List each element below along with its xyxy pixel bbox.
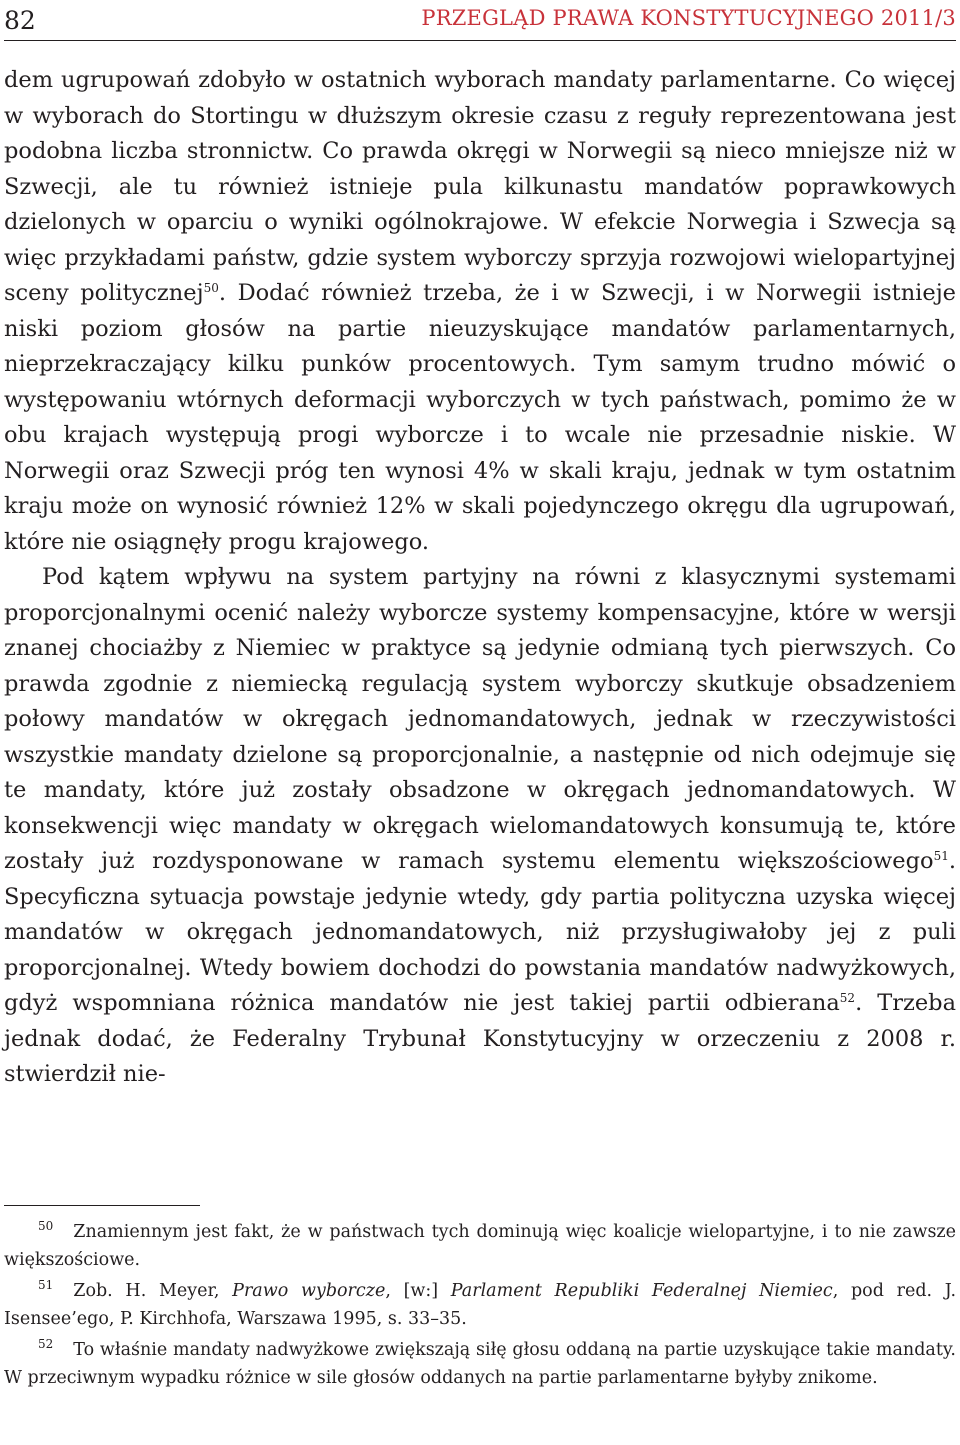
footnote-number: 52	[38, 1337, 54, 1351]
page-header	[4, 0, 956, 41]
footnote-number: 50	[38, 1219, 54, 1233]
footnote-cited-title: Prawo wyborcze	[232, 1281, 386, 1301]
footnote-ref-50: 50	[203, 281, 219, 295]
paragraph-2-text-c: . Trzeba jednak dodać, że Federalny Trybunał Konstytucyjny w orzeczeniu z 2008 r. stwierdził nie-	[4, 990, 956, 1087]
footnote-52	[4, 1337, 956, 1392]
paragraph-2	[4, 560, 956, 1093]
running-head: PRZEGLĄD PRAWA KONSTYTUCYJNEGO 2011/3	[421, 6, 956, 30]
footnote-text: Znamiennym jest fakt, że w państwach tych dominują więc koalicje wielopartyjne, i to nie zawsze większościowe.	[4, 1222, 956, 1270]
footnote-text-post: , pod red. J. Isensee’ego, P. Kirchhofa, Warszawa 1995, s. 33–35.	[4, 1281, 957, 1329]
paragraph-1-text-b: . Dodać również trzeba, że i w Szwecji, i w Norwegii istnieje niski poziom głosów na partie nieuzyskujące mandatów parlamentarnych, nieprzekraczający kilku punków procentowych. Tym samym trudno mówić o występowaniu wtórnych deformacji wyborczych w tych państwach, pomimo że w obu krajach występują progi wyborcze i to wcale nie przesadnie niskie. W Norwegii oraz Szwecji próg ten wynosi 4% w skali kraju, jednak w tym ostatnim kraju może on wynosić również 12% w skali pojedynczego okręgu dla ugrupowań, które nie osiągnęły progu krajowego.	[4, 280, 956, 555]
paragraph-2-text-a: Pod kątem wpływu na system partyjny na równi z klasycznymi systemami proporcjonalnymi ocenić należy wyborcze systemy kompensacyjne, które w wersji znanej chociażby z Niemiec w praktyce są jedynie odmianą tych pierwszych. Co prawda zgodnie z niemiecką regulacją system wyborczy skutkuje obsadzeniem połowy mandatów w okręgach jednomandatowych, jednak w rzeczywistości wszystkie mandaty dzielone są proporcjonalnie, a następnie od nich odejmuje się te mandaty, które już zostały obsadzone w okręgach jednomandatowych. W konsekwencji więc mandaty w okręgach wielomandatowych konsumują te, które zostały już rozdysponowane w ramach systemu elementu większościowego	[4, 564, 956, 874]
page-number: 82	[4, 6, 36, 35]
footnotes	[4, 1219, 956, 1396]
footnote-text-pre: Zob. H. Meyer,	[73, 1281, 233, 1301]
footnote-50	[4, 1219, 956, 1274]
footnote-ref-51: 51	[933, 849, 949, 863]
footnote-number: 51	[38, 1278, 54, 1292]
paragraph-2-text-b: . Specyficzna sytuacja powstaje jedynie wtedy, gdy partia polityczna uzyska więcej mandatów w okręgach jednomandatowych, niż przysługiwałoby jej z puli proporcjonalnej. Wtedy bowiem dochodzi do powstania mandatów nadwyżkowych, gdyż wspomniana różnica mandatów nie jest takiej partii odbierana	[4, 848, 956, 1016]
paragraph-1	[4, 63, 956, 560]
footnote-cited-title: Parlament Republiki Federalnej Niemiec	[450, 1281, 833, 1301]
paragraph-1-text-a: dem ugrupowań zdobyło w ostatnich wyborach mandaty parlamentarne. Co więcej w wyborach do Stortingu w dłuższym okresie czasu z reguły reprezentowana jest podobna liczba stronnictw. Co prawda okręgi w Norwegii są nieco mniejsze niż w Szwecji, ale tu również istnieje pula kilkunastu mandatów poprawkowych dzielonych w oparciu o wyniki ogólnokrajowe. W efekcie Norwegia i Szwecja są więc przykładami państw, gdzie system wyborczy sprzyja rozwojowi wielopartyjnej sceny politycznej	[4, 67, 956, 306]
footnote-text-mid: , [w:]	[385, 1281, 451, 1301]
footnote-51	[4, 1278, 956, 1333]
footnote-text: To właśnie mandaty nadwyżkowe zwiększają siłę głosu oddaną na partie uzyskujące takie mandaty. W przeciwnym wypadku różnice w sile głosów oddanych na partie parlamentarne byłyby znikome.	[4, 1340, 956, 1388]
footnote-ref-52: 52	[839, 991, 856, 1005]
main-text	[4, 63, 956, 1093]
footnote-separator	[4, 1205, 200, 1206]
